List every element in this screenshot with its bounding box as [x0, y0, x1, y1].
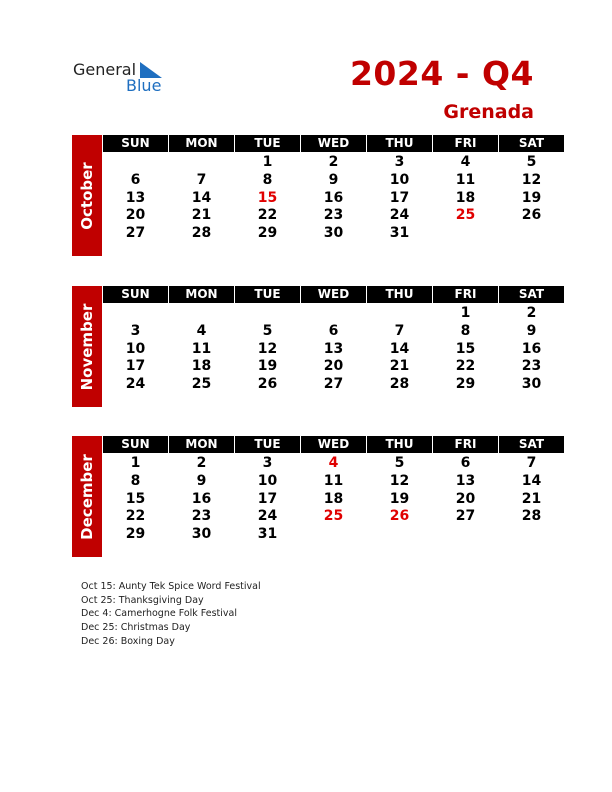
- weekday-thu: THU: [367, 286, 432, 303]
- day-cell: 25: [455, 207, 476, 224]
- day-cell: 26: [257, 376, 278, 393]
- weekday-wed: WED: [301, 436, 366, 453]
- day-cell: 26: [389, 508, 410, 525]
- weekday-fri: FRI: [433, 286, 498, 303]
- day-cell: 27: [125, 225, 146, 242]
- day-cell: 29: [257, 225, 278, 242]
- day-cell: 23: [521, 358, 542, 375]
- weekday-sat: SAT: [499, 286, 564, 303]
- weekday-wed: WED: [301, 286, 366, 303]
- day-cell: 11: [191, 340, 212, 357]
- weekday-mon: MON: [169, 286, 234, 303]
- day-cell: 22: [125, 508, 146, 525]
- day-cell: 21: [389, 358, 410, 375]
- day-cell: 13: [455, 472, 476, 489]
- day-cell: 12: [521, 171, 542, 188]
- weekday-header: [103, 436, 564, 453]
- day-cell: 23: [191, 508, 212, 525]
- weekday-tue: TUE: [235, 135, 300, 152]
- day-cell: 17: [125, 358, 146, 375]
- day-cell: 20: [455, 490, 476, 507]
- day-cell: 4: [328, 455, 339, 471]
- day-cell: 17: [257, 490, 278, 507]
- day-cell: 3: [394, 154, 405, 170]
- day-cell: 2: [328, 154, 339, 170]
- weekday-sun: SUN: [103, 436, 168, 453]
- day-cell: 30: [521, 376, 542, 393]
- day-cell: 27: [323, 376, 344, 393]
- day-cell: 18: [455, 189, 476, 206]
- day-cell: 29: [125, 526, 146, 543]
- month-october: [72, 135, 545, 256]
- day-cell: 24: [389, 207, 410, 224]
- day-cell: 8: [460, 322, 471, 339]
- day-cell: 2: [526, 305, 537, 321]
- day-cell: 31: [389, 225, 410, 242]
- day-cell: 19: [257, 358, 278, 375]
- day-cell: 14: [521, 472, 542, 489]
- day-cell: 5: [394, 455, 405, 471]
- day-cell: 2: [196, 455, 207, 471]
- day-cell: 9: [196, 472, 207, 489]
- weekday-fri: FRI: [433, 135, 498, 152]
- day-cell: 28: [521, 508, 542, 525]
- day-cell: 27: [455, 508, 476, 525]
- day-cell: 21: [521, 490, 542, 507]
- day-cell: 30: [323, 225, 344, 242]
- day-cell: 14: [191, 189, 212, 206]
- weekday-sun: SUN: [103, 135, 168, 152]
- day-cell: 8: [262, 171, 273, 188]
- day-cell: 10: [389, 171, 410, 188]
- holiday-item: Dec 26: Boxing Day: [81, 635, 175, 647]
- weekday-mon: MON: [169, 135, 234, 152]
- day-cell: 18: [323, 490, 344, 507]
- logo-blue-text: Blue: [126, 76, 162, 95]
- day-cell: 25: [191, 376, 212, 393]
- day-cell: 16: [521, 340, 542, 357]
- day-cell: 9: [328, 171, 339, 188]
- month-label-bar: [72, 286, 102, 407]
- day-cell: 13: [323, 340, 344, 357]
- day-cell: 6: [130, 171, 141, 188]
- day-cell: 7: [196, 171, 207, 188]
- month-name: October: [78, 161, 96, 230]
- day-cell: 9: [526, 322, 537, 339]
- day-cell: 31: [257, 526, 278, 543]
- country-name: Grenada: [443, 101, 534, 123]
- weekday-mon: MON: [169, 436, 234, 453]
- day-cell: 6: [328, 322, 339, 339]
- day-cell: 8: [130, 472, 141, 489]
- day-cell: 6: [460, 455, 471, 471]
- day-cell: 11: [323, 472, 344, 489]
- day-cell: 22: [455, 358, 476, 375]
- month-name: December: [78, 453, 96, 540]
- logo-general-text: General: [73, 60, 137, 79]
- day-cell: 3: [130, 322, 141, 339]
- day-cell: 4: [196, 322, 207, 339]
- weekday-sat: SAT: [499, 135, 564, 152]
- day-cell: 3: [262, 455, 273, 471]
- month-label-bar: [72, 135, 102, 256]
- day-cell: 7: [526, 455, 537, 471]
- holiday-item: Oct 15: Aunty Tek Spice Word Festival: [81, 581, 261, 592]
- day-cell: 24: [257, 508, 278, 525]
- day-cell: 15: [125, 490, 146, 507]
- day-cell: 1: [262, 154, 273, 170]
- holiday-item: Oct 25: Thanksgiving Day: [81, 594, 204, 606]
- day-cell: 7: [394, 322, 405, 339]
- holiday-list: [81, 580, 261, 648]
- day-cell: 25: [323, 508, 344, 525]
- day-cell: 1: [130, 455, 141, 471]
- generalblue-logo: [73, 58, 173, 98]
- page-title: 2024 - Q4: [349, 54, 534, 93]
- day-cell: 19: [389, 490, 410, 507]
- month-label-bar: [72, 436, 102, 557]
- weekday-sun: SUN: [103, 286, 168, 303]
- weekday-header: [103, 135, 564, 152]
- day-cell: 10: [125, 340, 146, 357]
- weekday-tue: TUE: [235, 436, 300, 453]
- month-december: [72, 436, 545, 557]
- day-cell: 24: [125, 376, 146, 393]
- day-cell: 28: [389, 376, 410, 393]
- month-name: November: [78, 303, 96, 390]
- day-cell: 17: [389, 189, 410, 206]
- day-cell: 28: [191, 225, 212, 242]
- day-cell: 15: [257, 189, 278, 206]
- day-cell: 19: [521, 189, 542, 206]
- holiday-item: Dec 25: Christmas Day: [81, 622, 191, 634]
- weekday-wed: WED: [301, 135, 366, 152]
- day-cell: 12: [257, 340, 278, 357]
- weekday-tue: TUE: [235, 286, 300, 303]
- day-cell: 22: [257, 207, 278, 224]
- day-cell: 26: [521, 207, 542, 224]
- holiday-item: Dec 4: Camerhogne Folk Festival: [81, 608, 237, 620]
- day-cell: 11: [455, 171, 476, 188]
- month-november: [72, 286, 545, 407]
- day-cell: 29: [455, 376, 476, 393]
- day-cell: 12: [389, 472, 410, 489]
- day-cell: 5: [526, 154, 537, 170]
- day-cell: 16: [323, 189, 344, 206]
- weekday-fri: FRI: [433, 436, 498, 453]
- day-cell: 18: [191, 358, 212, 375]
- day-cell: 15: [455, 340, 476, 357]
- day-cell: 16: [191, 490, 212, 507]
- day-cell: 4: [460, 154, 471, 170]
- weekday-sat: SAT: [499, 436, 564, 453]
- day-cell: 14: [389, 340, 410, 357]
- day-cell: 5: [262, 322, 273, 339]
- day-cell: 10: [257, 472, 278, 489]
- day-cell: 1: [460, 305, 471, 321]
- weekday-thu: THU: [367, 436, 432, 453]
- day-cell: 21: [191, 207, 212, 224]
- day-cell: 13: [125, 189, 146, 206]
- day-cell: 30: [191, 526, 212, 543]
- weekday-header: [103, 286, 564, 303]
- day-cell: 20: [323, 358, 344, 375]
- weekday-thu: THU: [367, 135, 432, 152]
- day-cell: 20: [125, 207, 146, 224]
- day-cell: 23: [323, 207, 344, 224]
